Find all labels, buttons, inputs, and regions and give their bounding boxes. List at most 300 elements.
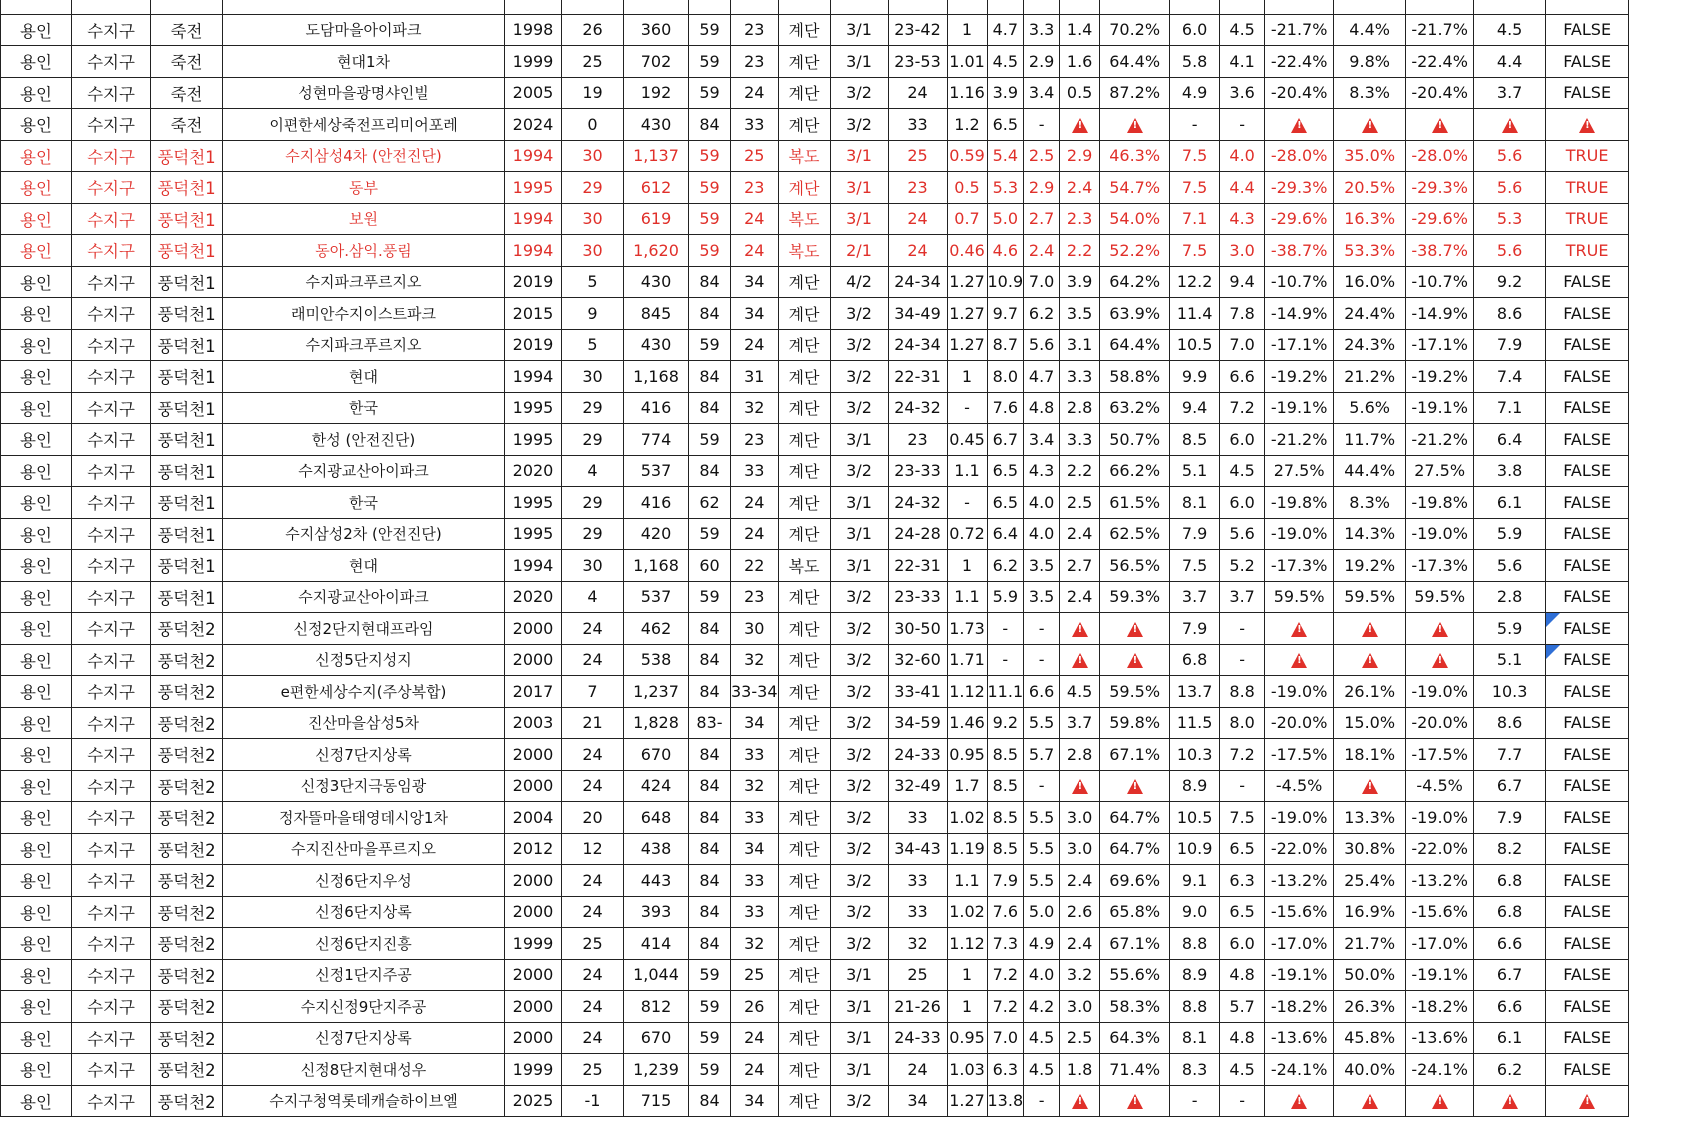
cell-dong[interactable] <box>151 518 223 550</box>
cell-hall-type[interactable] <box>778 203 830 235</box>
cell-complex-name[interactable] <box>223 424 505 456</box>
cell-rooms-baths[interactable] <box>830 991 888 1023</box>
cell-change-a[interactable] <box>1265 959 1334 991</box>
cell-region[interactable] <box>1 959 72 991</box>
cell-price-c[interactable] <box>1170 235 1220 267</box>
cell-age[interactable] <box>562 298 624 330</box>
cell-ratio[interactable] <box>947 46 987 78</box>
cell-price-d[interactable] <box>1220 14 1265 46</box>
cell-area[interactable] <box>689 739 731 771</box>
cell-hall-type[interactable] <box>778 140 830 172</box>
cell-pyeong[interactable] <box>731 487 779 519</box>
cell-price-c[interactable] <box>1170 865 1220 897</box>
cell-jeonse-rate[interactable] <box>1100 109 1170 141</box>
cell-district[interactable] <box>72 361 151 393</box>
cell-price-b[interactable] <box>1024 896 1060 928</box>
cell-ratio[interactable] <box>947 109 987 141</box>
cell-built-year[interactable] <box>505 235 562 267</box>
cell-change-a[interactable] <box>1265 581 1334 613</box>
cell-price-b[interactable] <box>1024 833 1060 865</box>
cell-flag[interactable] <box>1546 676 1629 708</box>
cell-area[interactable] <box>689 865 731 897</box>
cell-ratio[interactable] <box>947 581 987 613</box>
cell-price-gap[interactable] <box>1060 676 1100 708</box>
cell-flag[interactable] <box>1546 203 1629 235</box>
cell-price-d[interactable] <box>1220 77 1265 109</box>
cell-change-a[interactable] <box>1265 802 1334 834</box>
cell-district[interactable] <box>72 802 151 834</box>
cell-age[interactable] <box>562 1085 624 1117</box>
cell-pyeong[interactable] <box>731 1085 779 1117</box>
cell-pyeong-range[interactable] <box>888 298 947 330</box>
cell-region[interactable] <box>1 0 72 14</box>
cell-rooms-baths[interactable] <box>830 613 888 645</box>
cell-age[interactable] <box>562 266 624 298</box>
cell-households[interactable] <box>624 1054 689 1086</box>
cell-rooms-baths[interactable] <box>830 739 888 771</box>
cell-pyeong-range[interactable] <box>888 550 947 582</box>
cell-pyeong-range[interactable] <box>888 1085 947 1117</box>
cell-hall-type[interactable] <box>778 991 830 1023</box>
cell-jeonse-rate[interactable] <box>1100 329 1170 361</box>
cell-age[interactable] <box>562 455 624 487</box>
cell-households[interactable] <box>624 392 689 424</box>
cell-rooms-baths[interactable] <box>830 865 888 897</box>
cell-price-b[interactable] <box>1024 518 1060 550</box>
cell-price-a[interactable] <box>987 140 1024 172</box>
cell-change-a[interactable] <box>1265 203 1334 235</box>
cell-built-year[interactable] <box>505 1022 562 1054</box>
cell-dong[interactable] <box>151 298 223 330</box>
cell-score[interactable] <box>1474 0 1546 14</box>
cell-district[interactable] <box>72 959 151 991</box>
cell-complex-name[interactable] <box>223 361 505 393</box>
cell-change-b[interactable] <box>1334 613 1406 645</box>
cell-price-c[interactable] <box>1170 77 1220 109</box>
cell-rooms-baths[interactable] <box>830 46 888 78</box>
cell-change-c[interactable] <box>1406 613 1474 645</box>
cell-price-d[interactable] <box>1220 172 1265 204</box>
cell-built-year[interactable] <box>505 1085 562 1117</box>
cell-households[interactable] <box>624 424 689 456</box>
cell-flag[interactable] <box>1546 928 1629 960</box>
cell-price-gap[interactable] <box>1060 203 1100 235</box>
cell-complex-name[interactable] <box>223 109 505 141</box>
cell-price-d[interactable] <box>1220 707 1265 739</box>
cell-pyeong-range[interactable] <box>888 203 947 235</box>
cell-area[interactable] <box>689 203 731 235</box>
cell-rooms-baths[interactable] <box>830 424 888 456</box>
cell-age[interactable] <box>562 329 624 361</box>
cell-change-b[interactable] <box>1334 550 1406 582</box>
cell-region[interactable] <box>1 707 72 739</box>
cell-price-d[interactable] <box>1220 518 1265 550</box>
cell-region[interactable] <box>1 865 72 897</box>
cell-households[interactable] <box>624 896 689 928</box>
cell-price-c[interactable] <box>1170 1085 1220 1117</box>
cell-age[interactable] <box>562 644 624 676</box>
cell-change-b[interactable] <box>1334 203 1406 235</box>
cell-pyeong-range[interactable] <box>888 833 947 865</box>
cell-ratio[interactable] <box>947 235 987 267</box>
cell-pyeong-range[interactable] <box>888 455 947 487</box>
cell-flag[interactable] <box>1546 392 1629 424</box>
cell-price-a[interactable] <box>987 865 1024 897</box>
cell-hall-type[interactable] <box>778 739 830 771</box>
cell-households[interactable] <box>624 455 689 487</box>
cell-region[interactable] <box>1 424 72 456</box>
cell-change-a[interactable] <box>1265 991 1334 1023</box>
cell-price-gap[interactable] <box>1060 77 1100 109</box>
cell-built-year[interactable] <box>505 707 562 739</box>
cell-households[interactable] <box>624 928 689 960</box>
cell-region[interactable] <box>1 1054 72 1086</box>
cell-price-b[interactable] <box>1024 707 1060 739</box>
cell-change-a[interactable] <box>1265 0 1334 14</box>
cell-change-b[interactable] <box>1334 455 1406 487</box>
cell-flag[interactable] <box>1546 739 1629 771</box>
cell-area[interactable] <box>689 676 731 708</box>
cell-region[interactable] <box>1 644 72 676</box>
cell-ratio[interactable] <box>947 959 987 991</box>
cell-price-a[interactable] <box>987 770 1024 802</box>
cell-change-c[interactable] <box>1406 392 1474 424</box>
cell-price-c[interactable] <box>1170 298 1220 330</box>
cell-pyeong[interactable] <box>731 298 779 330</box>
cell-flag[interactable] <box>1546 770 1629 802</box>
cell-change-c[interactable] <box>1406 1054 1474 1086</box>
cell-change-b[interactable] <box>1334 770 1406 802</box>
cell-age[interactable] <box>562 392 624 424</box>
cell-flag[interactable] <box>1546 1022 1629 1054</box>
cell-age[interactable] <box>562 424 624 456</box>
cell-jeonse-rate[interactable] <box>1100 140 1170 172</box>
cell-price-a[interactable] <box>987 1054 1024 1086</box>
cell-dong[interactable] <box>151 140 223 172</box>
cell-jeonse-rate[interactable] <box>1100 455 1170 487</box>
cell-built-year[interactable] <box>505 550 562 582</box>
cell-price-c[interactable] <box>1170 802 1220 834</box>
cell-complex-name[interactable] <box>223 896 505 928</box>
cell-region[interactable] <box>1 802 72 834</box>
cell-pyeong[interactable] <box>731 455 779 487</box>
cell-pyeong[interactable] <box>731 14 779 46</box>
cell-households[interactable] <box>624 581 689 613</box>
cell-change-b[interactable] <box>1334 1054 1406 1086</box>
cell-ratio[interactable] <box>947 455 987 487</box>
cell-complex-name[interactable] <box>223 1085 505 1117</box>
cell-pyeong[interactable] <box>731 140 779 172</box>
cell-price-c[interactable] <box>1170 329 1220 361</box>
cell-region[interactable] <box>1 266 72 298</box>
cell-district[interactable] <box>72 46 151 78</box>
cell-change-b[interactable] <box>1334 361 1406 393</box>
cell-change-c[interactable] <box>1406 959 1474 991</box>
cell-district[interactable] <box>72 1054 151 1086</box>
cell-price-gap[interactable] <box>1060 802 1100 834</box>
cell-complex-name[interactable] <box>223 203 505 235</box>
cell-change-a[interactable] <box>1265 896 1334 928</box>
cell-pyeong-range[interactable] <box>888 140 947 172</box>
cell-region[interactable] <box>1 770 72 802</box>
cell-hall-type[interactable] <box>778 1054 830 1086</box>
cell-change-c[interactable] <box>1406 802 1474 834</box>
cell-age[interactable] <box>562 361 624 393</box>
cell-district[interactable] <box>72 424 151 456</box>
cell-built-year[interactable] <box>505 140 562 172</box>
cell-complex-name[interactable] <box>223 298 505 330</box>
cell-price-c[interactable] <box>1170 424 1220 456</box>
cell-rooms-baths[interactable] <box>830 833 888 865</box>
cell-price-c[interactable] <box>1170 0 1220 14</box>
cell-score[interactable] <box>1474 455 1546 487</box>
cell-price-b[interactable] <box>1024 140 1060 172</box>
cell-age[interactable] <box>562 613 624 645</box>
cell-flag[interactable] <box>1546 550 1629 582</box>
cell-households[interactable] <box>624 802 689 834</box>
cell-dong[interactable] <box>151 424 223 456</box>
cell-score[interactable] <box>1474 518 1546 550</box>
cell-region[interactable] <box>1 329 72 361</box>
cell-ratio[interactable] <box>947 361 987 393</box>
cell-dong[interactable] <box>151 1054 223 1086</box>
cell-price-d[interactable] <box>1220 770 1265 802</box>
cell-households[interactable] <box>624 235 689 267</box>
cell-district[interactable] <box>72 77 151 109</box>
cell-rooms-baths[interactable] <box>830 109 888 141</box>
cell-price-c[interactable] <box>1170 991 1220 1023</box>
cell-pyeong[interactable] <box>731 676 779 708</box>
cell-built-year[interactable] <box>505 959 562 991</box>
cell-price-a[interactable] <box>987 1085 1024 1117</box>
cell-score[interactable] <box>1474 739 1546 771</box>
cell-households[interactable] <box>624 109 689 141</box>
cell-price-a[interactable] <box>987 455 1024 487</box>
cell-score[interactable] <box>1474 361 1546 393</box>
cell-jeonse-rate[interactable] <box>1100 707 1170 739</box>
cell-region[interactable] <box>1 928 72 960</box>
cell-households[interactable] <box>624 739 689 771</box>
cell-pyeong[interactable] <box>731 928 779 960</box>
cell-change-b[interactable] <box>1334 928 1406 960</box>
cell-age[interactable] <box>562 46 624 78</box>
cell-price-c[interactable] <box>1170 109 1220 141</box>
cell-households[interactable] <box>624 266 689 298</box>
cell-pyeong-range[interactable] <box>888 361 947 393</box>
cell-ratio[interactable] <box>947 266 987 298</box>
cell-hall-type[interactable] <box>778 0 830 14</box>
cell-flag[interactable] <box>1546 109 1629 141</box>
cell-built-year[interactable] <box>505 203 562 235</box>
cell-district[interactable] <box>72 109 151 141</box>
cell-score[interactable] <box>1474 802 1546 834</box>
cell-price-b[interactable] <box>1024 802 1060 834</box>
cell-jeonse-rate[interactable] <box>1100 46 1170 78</box>
cell-households[interactable] <box>624 14 689 46</box>
cell-dong[interactable] <box>151 613 223 645</box>
cell-age[interactable] <box>562 14 624 46</box>
cell-change-a[interactable] <box>1265 392 1334 424</box>
cell-price-b[interactable] <box>1024 172 1060 204</box>
cell-age[interactable] <box>562 203 624 235</box>
cell-area[interactable] <box>689 109 731 141</box>
cell-price-a[interactable] <box>987 550 1024 582</box>
cell-region[interactable] <box>1 172 72 204</box>
cell-dong[interactable] <box>151 896 223 928</box>
cell-rooms-baths[interactable] <box>830 959 888 991</box>
cell-change-c[interactable] <box>1406 739 1474 771</box>
cell-region[interactable] <box>1 676 72 708</box>
cell-district[interactable] <box>72 140 151 172</box>
cell-complex-name[interactable] <box>223 266 505 298</box>
cell-score[interactable] <box>1474 707 1546 739</box>
cell-price-d[interactable] <box>1220 203 1265 235</box>
cell-pyeong-range[interactable] <box>888 329 947 361</box>
cell-price-c[interactable] <box>1170 14 1220 46</box>
cell-price-a[interactable] <box>987 896 1024 928</box>
cell-pyeong-range[interactable] <box>888 865 947 897</box>
cell-ratio[interactable] <box>947 928 987 960</box>
cell-households[interactable] <box>624 172 689 204</box>
cell-households[interactable] <box>624 361 689 393</box>
cell-flag[interactable] <box>1546 865 1629 897</box>
cell-score[interactable] <box>1474 959 1546 991</box>
cell-price-d[interactable] <box>1220 676 1265 708</box>
cell-hall-type[interactable] <box>778 518 830 550</box>
cell-area[interactable] <box>689 0 731 14</box>
cell-age[interactable] <box>562 676 624 708</box>
cell-score[interactable] <box>1474 203 1546 235</box>
cell-price-a[interactable] <box>987 46 1024 78</box>
cell-change-a[interactable] <box>1265 172 1334 204</box>
cell-change-b[interactable] <box>1334 1022 1406 1054</box>
cell-area[interactable] <box>689 644 731 676</box>
cell-built-year[interactable] <box>505 865 562 897</box>
cell-flag[interactable] <box>1546 266 1629 298</box>
cell-price-c[interactable] <box>1170 1054 1220 1086</box>
cell-dong[interactable] <box>151 739 223 771</box>
cell-flag[interactable] <box>1546 361 1629 393</box>
cell-pyeong-range[interactable] <box>888 77 947 109</box>
cell-change-c[interactable] <box>1406 550 1474 582</box>
cell-jeonse-rate[interactable] <box>1100 266 1170 298</box>
cell-households[interactable] <box>624 203 689 235</box>
cell-households[interactable] <box>624 0 689 14</box>
cell-change-c[interactable] <box>1406 329 1474 361</box>
cell-built-year[interactable] <box>505 739 562 771</box>
cell-change-c[interactable] <box>1406 487 1474 519</box>
cell-jeonse-rate[interactable] <box>1100 235 1170 267</box>
cell-price-b[interactable] <box>1024 550 1060 582</box>
cell-hall-type[interactable] <box>778 329 830 361</box>
cell-price-b[interactable] <box>1024 644 1060 676</box>
cell-built-year[interactable] <box>505 77 562 109</box>
cell-area[interactable] <box>689 707 731 739</box>
cell-households[interactable] <box>624 1085 689 1117</box>
cell-change-a[interactable] <box>1265 1085 1334 1117</box>
cell-ratio[interactable] <box>947 770 987 802</box>
cell-rooms-baths[interactable] <box>830 266 888 298</box>
cell-hall-type[interactable] <box>778 676 830 708</box>
cell-district[interactable] <box>72 707 151 739</box>
cell-flag[interactable] <box>1546 46 1629 78</box>
cell-price-d[interactable] <box>1220 1054 1265 1086</box>
cell-pyeong[interactable] <box>731 424 779 456</box>
cell-pyeong-range[interactable] <box>888 896 947 928</box>
cell-price-b[interactable] <box>1024 46 1060 78</box>
cell-change-a[interactable] <box>1265 550 1334 582</box>
cell-households[interactable] <box>624 140 689 172</box>
cell-change-b[interactable] <box>1334 172 1406 204</box>
cell-area[interactable] <box>689 550 731 582</box>
cell-change-a[interactable] <box>1265 928 1334 960</box>
cell-hall-type[interactable] <box>778 172 830 204</box>
cell-rooms-baths[interactable] <box>830 77 888 109</box>
cell-flag[interactable] <box>1546 140 1629 172</box>
cell-change-a[interactable] <box>1265 109 1334 141</box>
cell-age[interactable] <box>562 518 624 550</box>
cell-hall-type[interactable] <box>778 707 830 739</box>
cell-jeonse-rate[interactable] <box>1100 172 1170 204</box>
cell-region[interactable] <box>1 613 72 645</box>
cell-price-d[interactable] <box>1220 361 1265 393</box>
cell-price-a[interactable] <box>987 613 1024 645</box>
cell-area[interactable] <box>689 581 731 613</box>
cell-dong[interactable] <box>151 77 223 109</box>
cell-jeonse-rate[interactable] <box>1100 928 1170 960</box>
cell-dong[interactable] <box>151 455 223 487</box>
cell-rooms-baths[interactable] <box>830 896 888 928</box>
cell-area[interactable] <box>689 424 731 456</box>
cell-price-gap[interactable] <box>1060 361 1100 393</box>
cell-pyeong[interactable] <box>731 172 779 204</box>
cell-rooms-baths[interactable] <box>830 235 888 267</box>
cell-built-year[interactable] <box>505 361 562 393</box>
cell-rooms-baths[interactable] <box>830 298 888 330</box>
cell-households[interactable] <box>624 959 689 991</box>
cell-area[interactable] <box>689 928 731 960</box>
cell-rooms-baths[interactable] <box>830 1022 888 1054</box>
cell-region[interactable] <box>1 739 72 771</box>
cell-change-c[interactable] <box>1406 46 1474 78</box>
cell-price-d[interactable] <box>1220 865 1265 897</box>
cell-price-b[interactable] <box>1024 298 1060 330</box>
cell-built-year[interactable] <box>505 770 562 802</box>
cell-region[interactable] <box>1 361 72 393</box>
cell-district[interactable] <box>72 550 151 582</box>
cell-households[interactable] <box>624 550 689 582</box>
cell-price-c[interactable] <box>1170 928 1220 960</box>
cell-pyeong-range[interactable] <box>888 392 947 424</box>
cell-dong[interactable] <box>151 991 223 1023</box>
cell-price-a[interactable] <box>987 644 1024 676</box>
cell-price-c[interactable] <box>1170 140 1220 172</box>
cell-score[interactable] <box>1474 392 1546 424</box>
cell-age[interactable] <box>562 707 624 739</box>
cell-change-b[interactable] <box>1334 14 1406 46</box>
cell-price-gap[interactable] <box>1060 46 1100 78</box>
cell-price-gap[interactable] <box>1060 991 1100 1023</box>
cell-price-c[interactable] <box>1170 361 1220 393</box>
cell-complex-name[interactable] <box>223 235 505 267</box>
cell-change-c[interactable] <box>1406 770 1474 802</box>
cell-price-d[interactable] <box>1220 46 1265 78</box>
cell-price-b[interactable] <box>1024 361 1060 393</box>
cell-pyeong-range[interactable] <box>888 928 947 960</box>
cell-age[interactable] <box>562 0 624 14</box>
cell-flag[interactable] <box>1546 1085 1629 1117</box>
cell-complex-name[interactable] <box>223 550 505 582</box>
